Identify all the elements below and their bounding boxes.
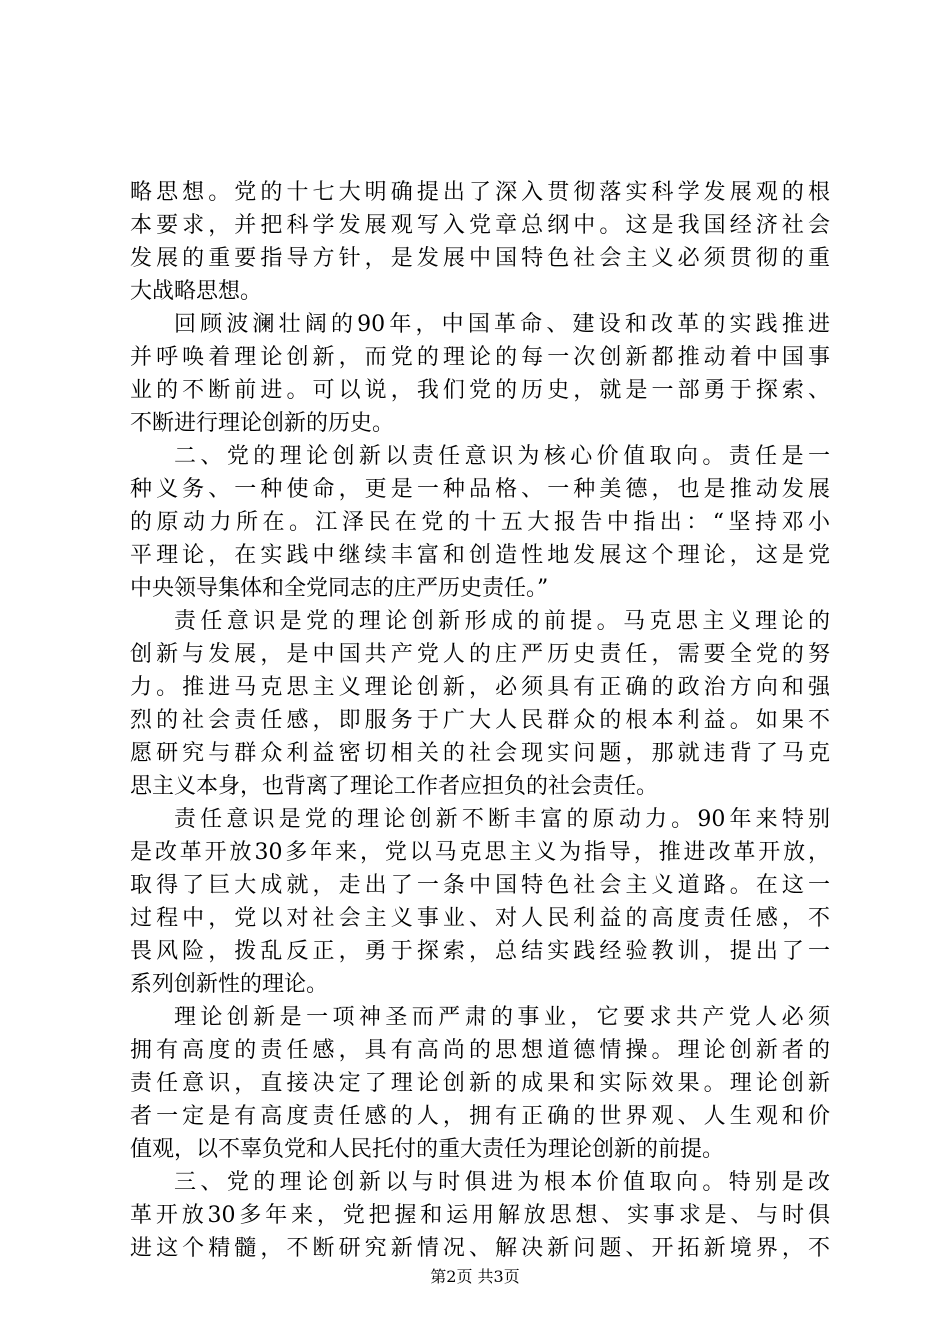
text-line: 取得了巨大成就，走出了一条中国特色社会主义道路。在这一 xyxy=(130,873,830,898)
text-line: 平理论，在实践中继续丰富和创造性地发展这个理论，这是党 xyxy=(130,543,830,568)
text-line: 种义务、一种使命，更是一种品格、一种美德，也是推动发展 xyxy=(130,477,830,502)
text-line: 值观，以不辜负党和人民托付的重大责任为理论创新的前提。 xyxy=(130,1137,725,1162)
text-line: 大战略思想。 xyxy=(130,279,263,304)
text-line: 是改革开放30多年来，党以马克思主义为指导，推进改革开放， xyxy=(130,840,830,865)
text-line: 责任意识是党的理论创新形成的前提。马克思主义理论的 xyxy=(174,609,830,634)
text-line: 回顾波澜壮阔的90年，中国革命、建设和改革的实践推进 xyxy=(174,312,830,337)
text-line: 革开放30多年来，党把握和运用解放思想、实事求是、与时俱 xyxy=(130,1203,830,1228)
text-line: 力。推进马克思主义理论创新，必须具有正确的政治方向和强 xyxy=(130,675,830,700)
document-body xyxy=(130,176,830,1265)
text-line: 责任意识，直接决定了理论创新的成果和实际效果。理论创新 xyxy=(130,1071,830,1096)
text-line: 理论创新是一项神圣而严肃的事业，它要求共产党人必须 xyxy=(174,1005,830,1030)
text-line: 畏风险，拨乱反正，勇于探索，总结实践经验教训，提出了一 xyxy=(130,939,830,964)
text-line: 愿研究与群众利益密切相关的社会现实问题，那就违背了马克 xyxy=(130,741,830,766)
text-line: 业的不断前进。可以说，我们党的历史，就是一部勇于探索、 xyxy=(130,378,830,403)
text-line: 中央领导集体和全党同志的庄严历史责任。” xyxy=(130,576,549,601)
text-line: 二、党的理论创新以责任意识为核心价值取向。责任是一 xyxy=(174,444,830,469)
text-line: 本要求，并把科学发展观写入党章总纲中。这是我国经济社会 xyxy=(130,213,830,238)
text-line: 拥有高度的责任感，具有高尚的思想道德情操。理论创新者的 xyxy=(130,1038,830,1063)
text-line: 三、党的理论创新以与时俱进为根本价值取向。特别是改 xyxy=(174,1170,830,1195)
text-line: 略思想。党的十七大明确提出了深入贯彻落实科学发展观的根 xyxy=(130,180,830,205)
page-footer xyxy=(0,1267,950,1287)
page-number: 第2页 共3页 xyxy=(430,1267,520,1286)
text-line: 的原动力所在。江泽民在党的十五大报告中指出：“坚持邓小 xyxy=(130,510,830,535)
text-line: 发展的重要指导方针，是发展中国特色社会主义必须贯彻的重 xyxy=(130,246,830,271)
text-line: 创新与发展，是中国共产党人的庄严历史责任，需要全党的努 xyxy=(130,642,830,667)
text-line: 系列创新性的理论。 xyxy=(130,972,329,997)
text-line: 并呼唤着理论创新，而党的理论的每一次创新都推动着中国事 xyxy=(130,345,830,370)
text-line: 者一定是有高度责任感的人，拥有正确的世界观、人生观和价 xyxy=(130,1104,830,1129)
text-line: 责任意识是党的理论创新不断丰富的原动力。90年来特别 xyxy=(174,807,830,832)
text-line: 进这个精髓，不断研究新情况、解决新问题、开拓新境界，不 xyxy=(130,1236,830,1261)
text-line: 烈的社会责任感，即服务于广大人民群众的根本利益。如果不 xyxy=(130,708,830,733)
text-line: 过程中，党以对社会主义事业、对人民利益的高度责任感，不 xyxy=(130,906,830,931)
text-line: 不断进行理论创新的历史。 xyxy=(130,411,395,436)
text-line: 思主义本身，也背离了理论工作者应担负的社会责任。 xyxy=(130,774,659,799)
